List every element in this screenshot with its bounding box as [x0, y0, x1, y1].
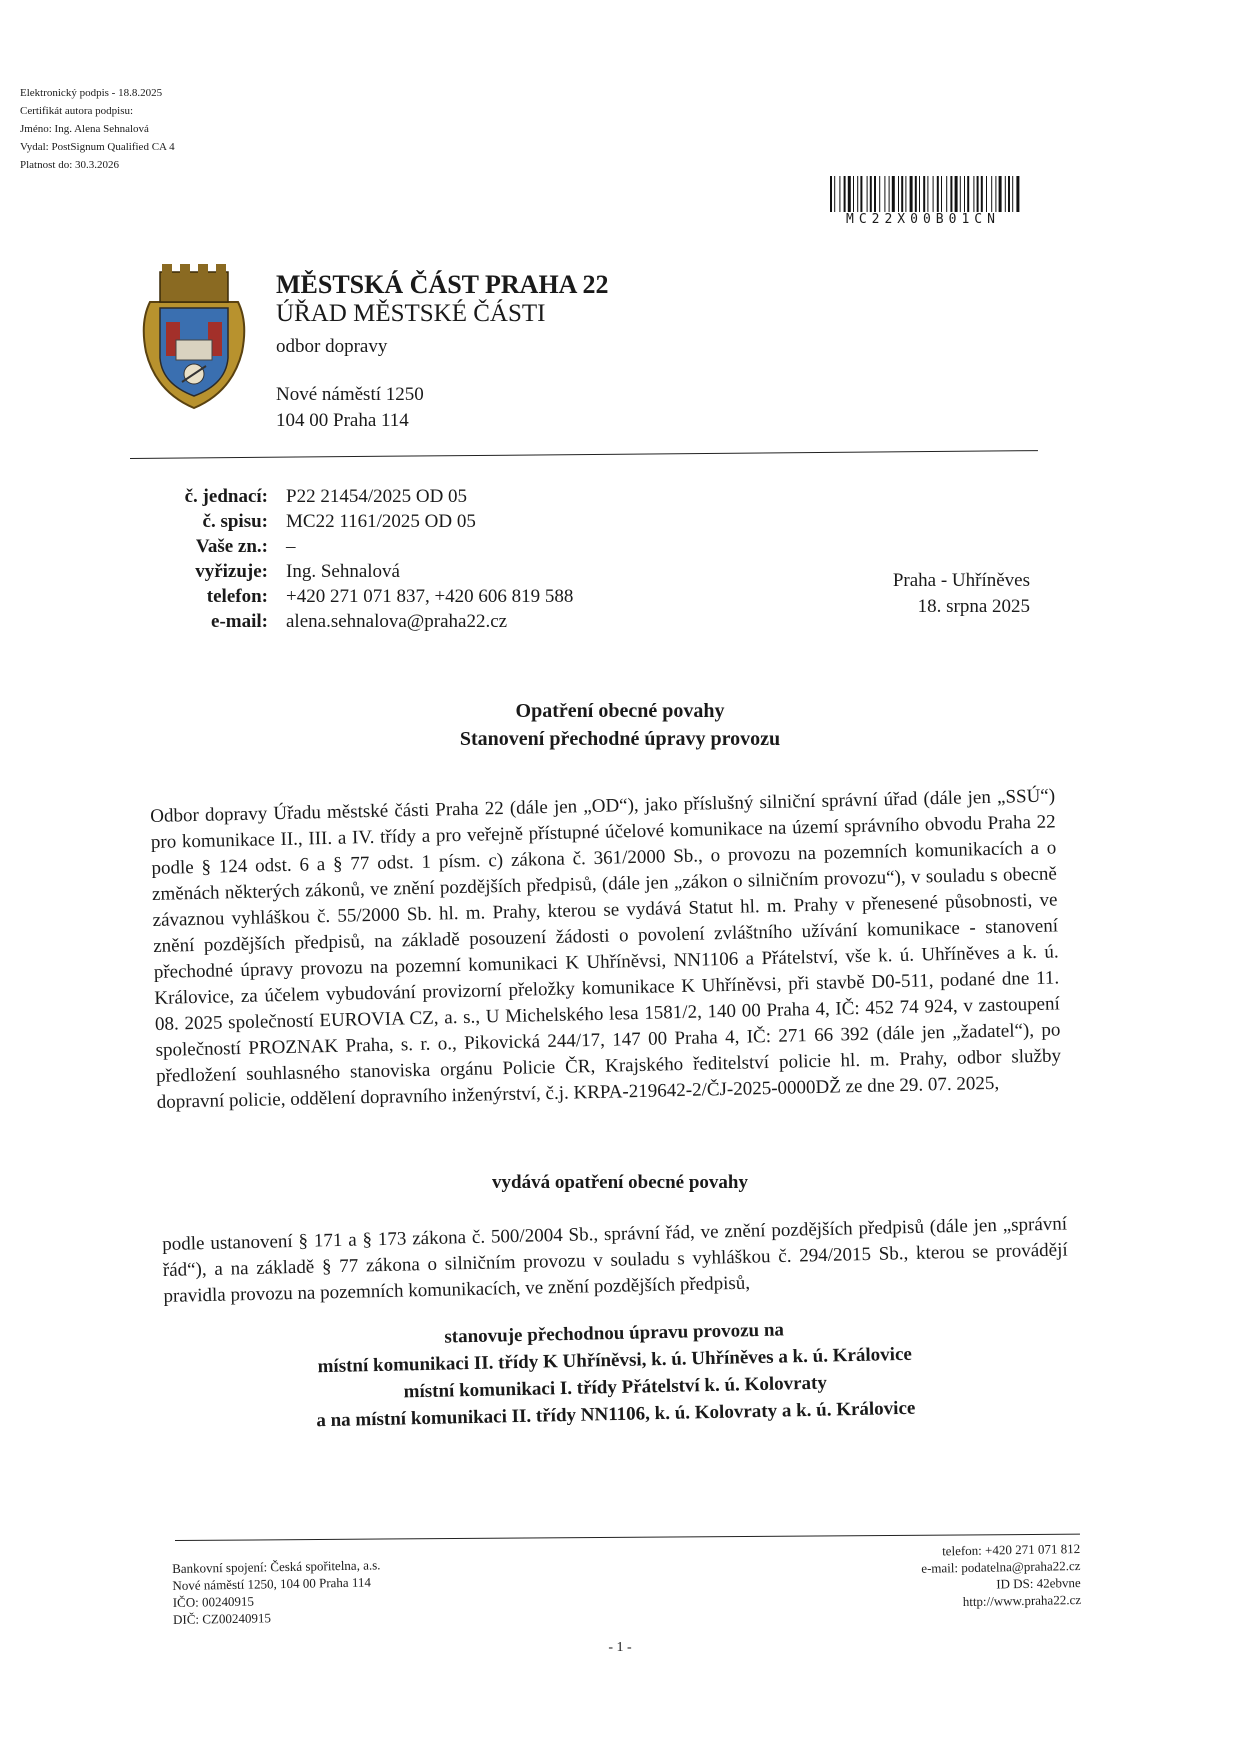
authority-name: MĚSTSKÁ ČÁST PRAHA 22 [276, 270, 609, 299]
footer-divider [175, 1534, 1080, 1541]
reference-block [138, 484, 573, 634]
ref-value: P22 21454/2025 OD 05 [286, 486, 468, 507]
footer-web[interactable]: http://www.praha22.cz [962, 1591, 1082, 1610]
ref-label: č. spisu: [202, 511, 268, 532]
footer-bank: Bankovní spojení: Česká spořitelna, a.s. [172, 1557, 381, 1576]
page-number: - 1 - [608, 1640, 632, 1655]
address-city: 104 00 Praha 114 [276, 410, 409, 431]
document-date: 18. srpna 2025 [917, 596, 1030, 617]
city-crest-icon [136, 262, 252, 410]
ref-label: telefon: [206, 586, 268, 607]
office-name: ÚŘAD MĚSTSKÉ ČÁSTI [276, 300, 546, 327]
ref-value: +420 271 071 837, +420 606 819 588 [286, 586, 574, 607]
footer-ico: IČO: 00240915 [172, 1593, 255, 1610]
ref-label: e-mail: [211, 611, 268, 632]
provision-line: stanovuje přechodnou úpravu provozu na [444, 1319, 785, 1348]
ref-row [138, 609, 573, 634]
signature-issuer: Vydal: PostSignum Qualified CA 4 [20, 141, 175, 153]
signature-name: Jméno: Ing. Alena Sehnalová [20, 123, 149, 135]
footer-address: Nové náměstí 1250, 104 00 Praha 114 [172, 1574, 372, 1593]
ref-row [138, 509, 573, 534]
place-date [830, 568, 1030, 620]
decree-heading: vydává opatření obecné povahy [492, 1172, 748, 1193]
body-paragraph-1: Odbor dopravy Úřadu městské části Praha 22 (dále jen „OD“), jako příslušný silniční správní úřad (dále jen „SSÚ“) pro komunikace II., III. a IV. třídy a pro veřejně přístupné účelové komunikace na území správního obvodu Praha 22 podle § 124 odst. 6 a § 77 odst. 1 písm. c) zákona č. 361/2000 Sb., o provozu na pozemních komunikacích a o změnách některých zákonů, ve znění pozdějších předpisů, (dále jen „zákon o silničním provozu“), v souladu s obecně závaznou vyhláškou č. 55/2000 Sb. hl. m. Prahy, kterou se vydává Statut hl. m. Prahy v přenesené působnosti, ve znění pozdějších předpisů, na základě posouzení žádosti o povolení zvláštního užívání komunikace - stanovení přechodné úpravy provozu na pozemní komunikaci K Uhříněvsi, NN1106 a Přátelství, vše k. ú. Uhříněves a k. ú. Královice, za účelem vybudování provizorní přeložky komunikace K Uhříněvsi, při stavbě D0-511, podané dne 11. 08. 2025 společností EUROVIA CZ, a. s., U Michelského lesa 1581/2, 140 00 Praha 4, IČ: 452 74 924, v zastoupení společností PROZNAK Praha, s. r. o., Pikovická 244/17, 147 00 Praha 4, IČ: 271 66 392 (dále jen „žadatel“), po předložení souhlasného stanoviska orgánu Policie ČR, Krajského ředitelství policie hl. m. Prahy, odbor služby dopravní policie, oddělení dopravního inženýrství, č.j. KRPA-219642-2/ČJ-2025-0000DŽ ze dne 29. 07. 2025, [150, 785, 1062, 1113]
ref-label: č. jednací: [184, 486, 268, 507]
signature-cert-label: Certifikát autora podpisu: [20, 105, 134, 117]
footer-contact-info [850, 1540, 1081, 1612]
address-street: Nové náměstí 1250 [276, 384, 424, 405]
signature-validity: Platnost do: 30.3.2026 [20, 159, 120, 171]
footer-ds: ID DS: 42ebvne [996, 1574, 1081, 1592]
document-title: Opatření obecné povahy [515, 700, 725, 722]
ref-value: Ing. Sehnalová [286, 561, 400, 582]
ref-row [138, 559, 573, 584]
place-city: Praha - Uhříněves [892, 570, 1030, 591]
signature-info [20, 84, 175, 174]
ref-value: alena.sehnalova@praha22.cz [286, 611, 508, 632]
ref-value: MC22 1161/2025 OD 05 [286, 511, 476, 532]
footer-phone: telefon: +420 271 071 812 [941, 1540, 1081, 1559]
header-divider [130, 450, 1038, 459]
ref-row [138, 534, 573, 559]
footer-email[interactable]: e-mail: podatelna@praha22.cz [921, 1557, 1081, 1576]
provision-line: místní komunikaci II. třídy K Uhříněvsi, k. ú. Uhříněves a k. ú. Královice [317, 1343, 913, 1378]
footer-bank-info [172, 1556, 381, 1628]
ref-row [138, 584, 573, 609]
ref-label: vyřizuje: [195, 561, 268, 582]
footer-dic: DIČ: CZ00240915 [172, 1610, 272, 1627]
department-name: odbor dopravy [276, 336, 388, 357]
provision-line: místní komunikaci I. třídy Přátelství k. ú. Kolovraty [403, 1372, 828, 1403]
body-paragraph-2: podle ustanovení § 171 a § 173 zákona č. 500/2004 Sb., správní řád, ve znění pozdějších předpisů (dále jen „správní řád“), a na základě § 77 zákona o silničním provozu v souladu s vyhláškou č. 294/2015 Sb., kterou se provádějí pravidla provozu na pozemních komunikacích, ve znění pozdějších předpisů, [162, 1213, 1068, 1307]
provision-line: a na místní komunikaci II. třídy NN1106, k. ú. Kolovraty a k. ú. Královice [316, 1397, 916, 1432]
ref-label: Vaše zn.: [195, 536, 268, 557]
provision-block [259, 1313, 971, 1436]
signature-date: Elektronický podpis - 18.8.2025 [20, 87, 163, 99]
document-subtitle: Stanovení přechodné úpravy provozu [459, 728, 781, 750]
barcode-code: MC22X00B01CN [846, 212, 1000, 227]
barcode [830, 176, 1022, 212]
ref-value: – [286, 536, 296, 557]
ref-row [138, 484, 573, 509]
